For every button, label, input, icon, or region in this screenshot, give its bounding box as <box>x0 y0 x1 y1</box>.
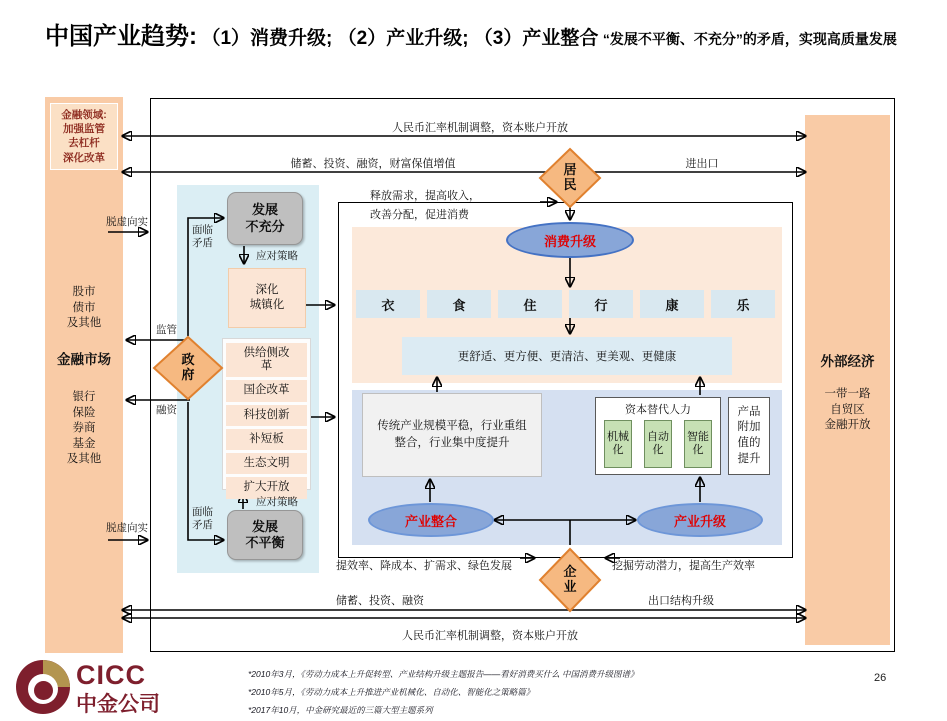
market-item: 股市 <box>72 286 96 298</box>
institution-item: 银行 <box>72 391 96 403</box>
strategy-item: 补短板 <box>226 429 307 450</box>
external-economy-title: 外部经济 <box>820 354 875 369</box>
strategy-item: 国企改革 <box>226 380 307 401</box>
label-release-demand-1: 释放需求，提高收入， <box>370 190 480 202</box>
insufficient-development-box: 发展 不充分 <box>227 192 303 245</box>
page-number: 26 <box>874 672 887 684</box>
label-rmb-bottom: 人民币汇率机制调整，资本账户开放 <box>402 630 578 642</box>
brand-name-en: CICC <box>76 660 146 690</box>
external-item: 一带一路 <box>824 388 871 400</box>
footnote-2: *2010年5月，《劳动力成本上升推进产业机械化、自动化、智能化之策略篇》 <box>248 687 535 697</box>
logo-dot <box>34 681 53 700</box>
consumption-upgrade-ellipse: 消费升级 <box>506 222 634 258</box>
label-strategy-top: 应对策略 <box>256 250 298 262</box>
title-suffix: “发展不平衡、不充分”的矛盾，实现高质量发展 <box>602 31 897 47</box>
label-savings-top: 储蓄、投资、融资，财富保值增值 <box>290 158 456 170</box>
market-item: 及其他 <box>66 317 102 330</box>
external-item: 金融开放 <box>824 419 871 432</box>
label-contradiction-bottom: 面临矛盾 <box>192 506 213 532</box>
label-contradiction-top: 面临矛盾 <box>192 224 213 250</box>
strategy-item: 扩大开放 <box>226 477 307 498</box>
category-box-housing: 住 <box>498 290 562 318</box>
label-export-upgrade: 出口结构升级 <box>648 595 714 607</box>
intelligence-box: 智能化 <box>684 420 712 468</box>
footnote-3: *2017年10月，中金研究最近的三篇大型主题系列 <box>248 705 433 715</box>
label-efficiency: 提效率、降成本、扩需求、绿色发展 <box>336 560 512 572</box>
footnote-1: *2010年3月，《劳动力成本上升促转型、产业结构升级主题报告——看好消费买什么 中国消费升级图谱》 <box>248 669 639 679</box>
label-rmb-top: 人民币汇率机制调整，资本账户开放 <box>392 122 568 134</box>
category-box-health: 康 <box>640 290 704 318</box>
finance-policy-box <box>50 103 118 170</box>
institutions-list <box>45 390 123 468</box>
residents-diamond: 居民 <box>538 147 602 209</box>
finance-policy-line: 去杠杆 <box>68 137 100 150</box>
label-strategy-bottom: 应对策略 <box>256 496 298 508</box>
cicc-logo <box>16 660 70 714</box>
category-box-food: 食 <box>427 290 491 318</box>
label-import-export: 进出口 <box>685 158 719 170</box>
label-supervision: 监管 <box>156 324 177 336</box>
finance-policy-line: 加强监管 <box>63 123 105 136</box>
urbanization-box: 深化 城镇化 <box>228 268 306 328</box>
institution-item: 基金 <box>72 437 96 450</box>
market-item: 债市 <box>72 301 96 314</box>
enterprise-diamond: 企业 <box>538 547 602 613</box>
traditional-industry-box: 传统产业规模平稳，行业重组整合，行业集中度提升 <box>362 393 542 477</box>
title-main: 中国产业趋势: <box>45 23 197 50</box>
finance-policy-line: 金融领域: <box>61 109 107 121</box>
capital-replaces-labor-box <box>595 397 721 475</box>
strategy-list <box>222 338 311 494</box>
automation-box: 自动化 <box>644 420 672 468</box>
institution-item: 保险 <box>72 406 96 419</box>
unbalanced-development-box: 发展 不平衡 <box>227 510 303 560</box>
page-title <box>45 22 913 52</box>
industry-upgrade-ellipse: 产业升级 <box>637 503 763 537</box>
label-labor-potential: 挖掘劳动潜力，提高生产效率 <box>612 560 755 572</box>
strategy-item: 供给侧改革 <box>226 343 307 377</box>
label-financing: 融资 <box>156 404 177 416</box>
label-savings-bottom: 储蓄、投资、融资 <box>336 595 424 607</box>
institution-item: 券商 <box>72 422 96 435</box>
category-box-leisure: 乐 <box>711 290 775 318</box>
industry-integration-ellipse: 产业整合 <box>368 503 494 537</box>
capital-items <box>596 417 720 468</box>
product-value-box: 产品附加值的提升 <box>728 397 770 475</box>
label-tuoxu-bottom: 脱虚向实 <box>106 522 148 534</box>
category-box-transport: 行 <box>569 290 633 318</box>
label-release-demand-2: 改善分配，促进消费 <box>370 209 469 221</box>
capital-title: 资本替代人力 <box>625 404 691 416</box>
strategy-item: 生态文明 <box>226 453 307 474</box>
title-items: （1）消费升级; （2）产业升级; （3）产业整合 <box>201 28 599 49</box>
mechanization-box: 机械化 <box>604 420 632 468</box>
category-box-clothing: 衣 <box>356 290 420 318</box>
institution-item: 及其他 <box>66 453 102 466</box>
external-item: 自贸区 <box>830 403 865 416</box>
financial-market-sidebar <box>45 97 123 653</box>
financial-market-title: 金融市场 <box>57 352 111 367</box>
finance-policy-line: 深化改革 <box>63 151 105 164</box>
government-diamond: 政府 <box>152 335 224 401</box>
benefits-box: 更舒适、更方便、更清洁、更美观、更健康 <box>402 337 732 375</box>
markets-list <box>45 285 123 332</box>
brand-name-cn: 中金公司 <box>76 693 160 716</box>
strategy-item: 科技创新 <box>226 405 307 426</box>
label-tuoxu-top: 脱虚向实 <box>106 216 148 228</box>
